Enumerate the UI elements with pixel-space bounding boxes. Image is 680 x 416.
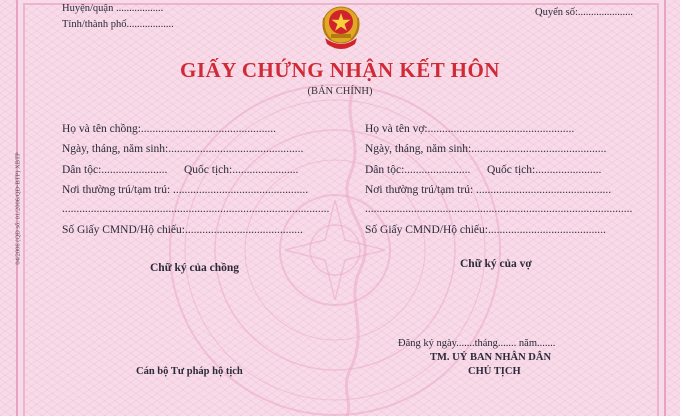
husband-ethnicity-field: Dân tộc:.......................	[62, 164, 168, 176]
registrar-officer-label: Cán bộ Tư pháp hộ tịch	[136, 366, 243, 377]
husband-id-field: Số Giấy CMND/Hộ chiếu:.........................................	[62, 224, 303, 236]
wife-dob-field: Ngày, tháng, năm sinh:...............................................	[365, 143, 607, 155]
district-field: Huyện/quận ..................	[62, 3, 164, 14]
province-field: Tỉnh/thành phố..................	[62, 19, 174, 30]
vietnam-national-emblem-icon	[319, 4, 363, 52]
husband-residence-field: Nơi thường trú/tạm trú: ...............................................	[62, 184, 309, 196]
wife-nationality-field: Quốc tịch:.......................	[487, 164, 602, 176]
husband-signature-label: Chữ ký của chồng	[150, 262, 240, 274]
wife-name-field: Họ và tên vợ:...................................................	[365, 123, 575, 135]
wife-residence-field: Nơi thường trú/tạm trú: ...............................................	[365, 184, 612, 196]
document-subtitle: (BẢN CHÍNH)	[307, 86, 373, 97]
husband-dob-field: Ngày, tháng, năm sinh:...............................................	[62, 143, 304, 155]
wife-signature-label: Chữ ký của vợ	[460, 258, 532, 270]
wife-ethnicity-field: Dân tộc:.......................	[365, 164, 471, 176]
husband-nationality-field: Quốc tịch:.......................	[184, 164, 299, 176]
form-code: 04/2006 (QĐ số: 01/2006/QĐ-BTP) XBTP	[14, 152, 22, 265]
document-title: GIẤY CHỨNG NHẬN KẾT HÔN	[180, 58, 500, 82]
husband-residence-cont: .............................................................................................	[62, 203, 330, 215]
chairman-label: CHỦ TỊCH	[468, 366, 521, 377]
book-number-field: Quyển số:.....................	[535, 7, 633, 18]
wife-residence-cont: .............................................................................................	[365, 203, 633, 215]
registration-date-field: Đăng ký ngày.......tháng....... năm.......	[398, 338, 556, 349]
wife-id-field: Số Giấy CMND/Hộ chiếu:.........................................	[365, 224, 606, 236]
committee-label: TM. UỶ BAN NHÂN DÂN	[430, 352, 552, 363]
husband-name-field: Họ và tên chồng:...............................................	[62, 123, 277, 135]
